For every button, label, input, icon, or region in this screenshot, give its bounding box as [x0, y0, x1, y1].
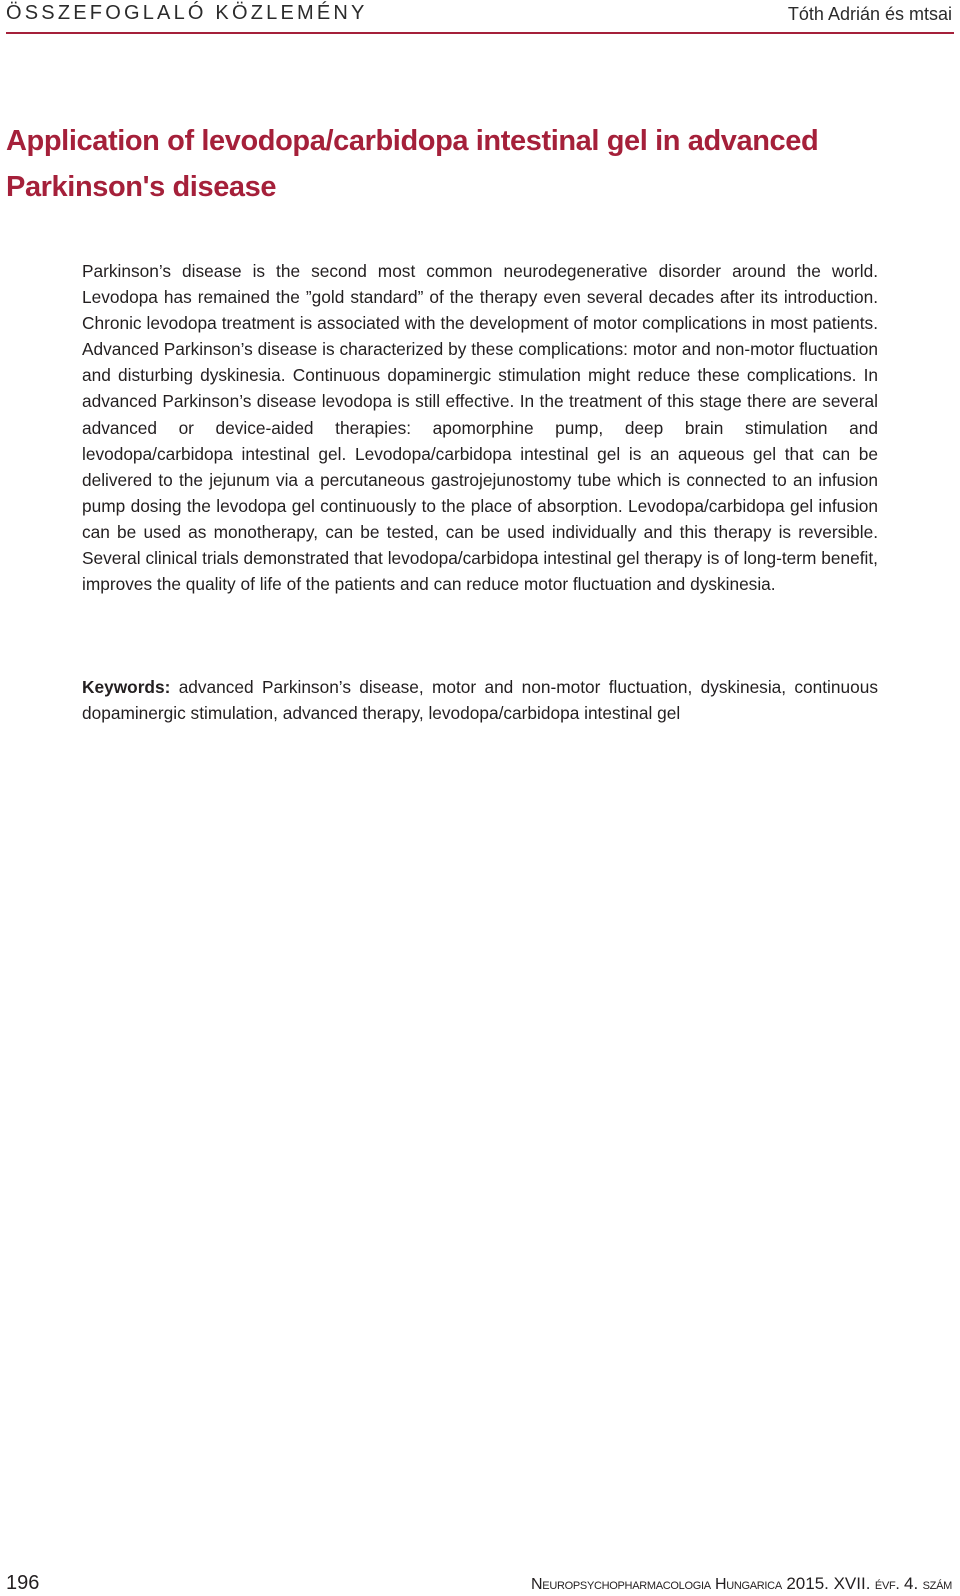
keywords-paragraph: [82, 674, 878, 726]
page-number: 196: [6, 1572, 40, 1594]
section-label: ÖSSZEFOGLALÓ KÖZLEMÉNY: [6, 2, 368, 24]
abstract-text: Parkinson’s disease is the second most common neurodegenerative disorder around the world. Levodopa has remained the ”gold standard” of the therapy even several decades after its introduction. Chronic levodopa treatment is associated with the development of motor complications in most patients. Advanced Parkinson’s disease is characterized by these complications: motor and non-motor fluctuation and disturbing dyskinesia. Continuous dopaminergic stimulation might reduce these complications. In advanced Parkinson’s disease levodopa is still effective. In the treatment of this stage there are several advanced or device-aided therapies: apomorphine pump, deep brain stimulation and levodopa/carbidopa intestinal gel. Levodopa/carbidopa intestinal gel is an aqueous gel that can be delivered to the jejunum via a percutaneous gastrojejunostomy tube which is connected to an infusion pump dosing the levodopa gel continuously to the place of absorption. Levodopa/carbidopa gel infusion can be used as monotherapy, can be tested, can be used individually and this therapy is reversible. Several clinical trials demonstrated that levodopa/carbidopa intestinal gel therapy is of long-term benefit, improves the quality of life of the patients and can reduce motor fluctuation and dyskinesia.: [82, 261, 878, 595]
journal-issue: 4.: [904, 1574, 919, 1593]
journal-evf: évf.: [874, 1576, 900, 1593]
keywords-label: Keywords:: [82, 677, 171, 697]
journal-name: Neuropsychopharmacologia Hungarica: [531, 1576, 782, 1593]
running-head-authors: Tóth Adrián és mtsai: [787, 4, 952, 24]
journal-year-volume: 2015. XVII.: [786, 1574, 871, 1593]
keywords-list: advanced Parkinson’s disease, motor and non-motor fluctuation, dyskinesia, continuous dopaminergic stimulation, advanced therapy, levodopa/carbidopa intestinal gel: [82, 677, 878, 724]
article-title: Application of levodopa/carbidopa intestinal gel in advanced Parkinson's disease: [6, 125, 819, 203]
journal-szam: szám: [922, 1576, 952, 1593]
journal-footer: [531, 1574, 952, 1594]
header-rule: [6, 32, 954, 34]
